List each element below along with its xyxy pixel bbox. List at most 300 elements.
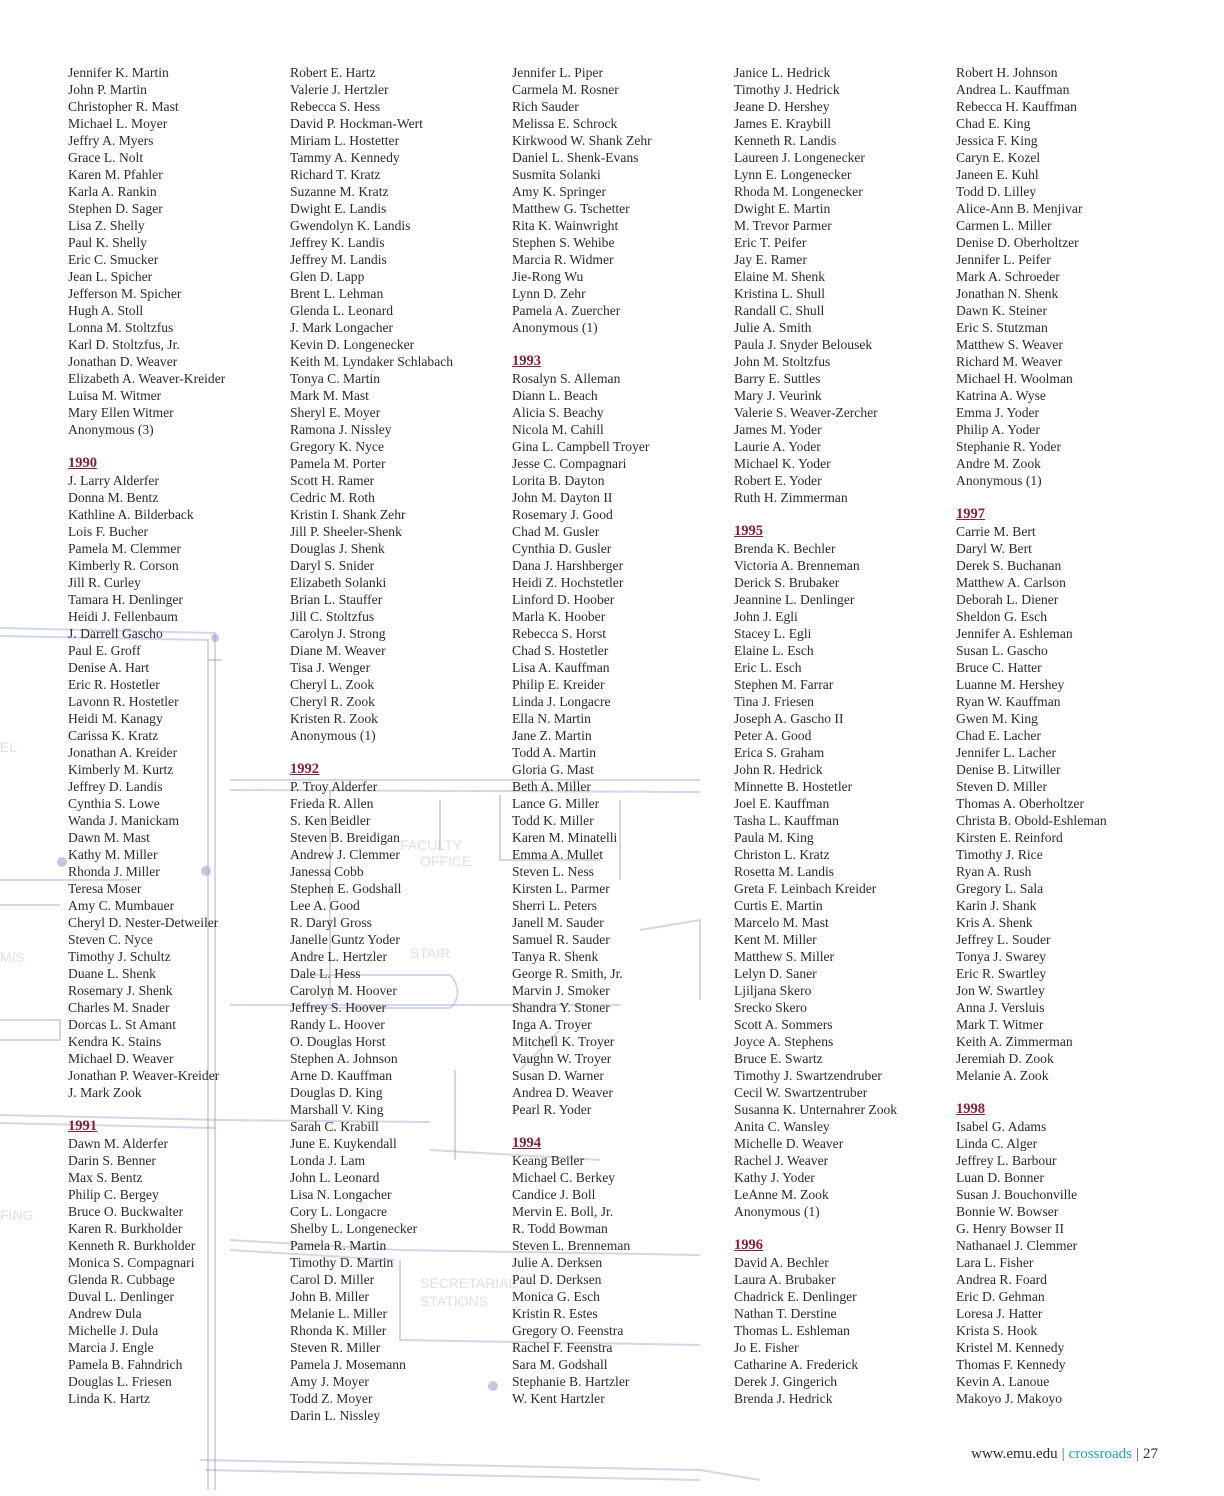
donor-name: Keith A. Zimmerman xyxy=(956,1034,1073,1049)
donor-name: Todd K. Miller xyxy=(512,813,594,828)
donor-name: Jeffrey K. Landis xyxy=(290,235,385,250)
donor-name: Kristina L. Shull xyxy=(734,286,826,301)
donor-name: Laura A. Brubaker xyxy=(734,1272,836,1287)
donor-name: Stephen D. Sager xyxy=(68,201,163,216)
donor-name: Michelle D. Weaver xyxy=(734,1136,844,1151)
donor-name: Diann L. Beach xyxy=(512,388,598,403)
donor-name: Pamela A. Zuercher xyxy=(512,303,621,318)
year-heading: 1991 xyxy=(68,1118,97,1134)
donor-name: Tamara H. Denlinger xyxy=(68,592,183,607)
donor-name: Heidi Z. Hochstetler xyxy=(512,575,624,590)
donor-name: Elizabeth A. Weaver-Kreider xyxy=(68,371,226,386)
donor-name: Richard T. Kratz xyxy=(290,167,381,182)
donor-name: Sara M. Godshall xyxy=(512,1357,608,1372)
donor-name: James E. Kraybill xyxy=(734,116,832,131)
donor-name: Karen R. Burkholder xyxy=(68,1221,183,1236)
donor-name: Glenda R. Cubbage xyxy=(68,1272,175,1287)
donor-name: Mary J. Veurink xyxy=(734,388,822,403)
donor-name: Melanie L. Miller xyxy=(290,1306,388,1321)
donor-name: Heidi J. Fellenbaum xyxy=(68,609,178,624)
names-column-5 xyxy=(956,64,1174,1407)
donor-name: Jeffrey L. Barbour xyxy=(956,1153,1057,1168)
donor-name: Philip C. Bergey xyxy=(68,1187,159,1202)
donor-name: Teresa Moser xyxy=(68,881,142,896)
donor-name: Emma J. Yoder xyxy=(956,405,1040,420)
donor-name: Lisa N. Longacher xyxy=(290,1187,392,1202)
donor-name: Tisa J. Wenger xyxy=(290,660,371,675)
donor-name: Darin L. Nissley xyxy=(290,1408,381,1423)
donor-name: Kimberly M. Kurtz xyxy=(68,762,174,777)
donor-name: Ramona J. Nissley xyxy=(290,422,392,437)
donor-name: Jeane D. Hershey xyxy=(734,99,830,114)
donor-name: Eric R. Swartley xyxy=(956,966,1047,981)
donor-name: Gina L. Campbell Troyer xyxy=(512,439,650,454)
names-column-2 xyxy=(290,64,508,1424)
donor-name: Matthew S. Miller xyxy=(734,949,835,964)
donor-name: David A. Bechler xyxy=(734,1255,829,1270)
donor-name: Pamela M. Clemmer xyxy=(68,541,181,556)
donor-name: Susan D. Warner xyxy=(512,1068,604,1083)
donor-name: Jeffrey D. Landis xyxy=(68,779,163,794)
donor-name: Kathy M. Miller xyxy=(68,847,158,862)
names-column-4 xyxy=(734,64,952,1407)
donor-name: Victoria A. Brenneman xyxy=(734,558,860,573)
year-heading: 1997 xyxy=(956,506,985,522)
donor-name: Christa B. Obold-Eshleman xyxy=(956,813,1107,828)
donor-name: Jonathan A. Kreider xyxy=(68,745,178,760)
names-column-1 xyxy=(68,64,286,1407)
donor-name: Eric S. Stutzman xyxy=(956,320,1048,335)
donor-name: Jeremiah D. Zook xyxy=(956,1051,1054,1066)
donor-name: Laureen J. Longenecker xyxy=(734,150,865,165)
donor-name: Kirsten E. Reinford xyxy=(956,830,1063,845)
donor-name: Cynthia S. Lowe xyxy=(68,796,160,811)
donor-name: Kristel M. Kennedy xyxy=(956,1340,1065,1355)
footer-separator: | xyxy=(1061,1446,1065,1462)
donor-name: Gregory L. Sala xyxy=(956,881,1044,896)
donor-name: Anonymous (1) xyxy=(512,320,598,335)
donor-name: Stephen A. Johnson xyxy=(290,1051,398,1066)
donor-name: Tanya R. Shenk xyxy=(512,949,599,964)
donor-name: John J. Egli xyxy=(734,609,798,624)
svg-text:OFFICE: OFFICE xyxy=(420,853,472,869)
donor-name: Christon L. Kratz xyxy=(734,847,830,862)
donor-name: Gwen M. King xyxy=(956,711,1038,726)
donor-name: Scott A. Sommers xyxy=(734,1017,833,1032)
donor-name: Deborah L. Diener xyxy=(956,592,1059,607)
donor-name: Cynthia D. Gusler xyxy=(512,541,612,556)
donor-name: Jeffrey S. Hoover xyxy=(290,1000,387,1015)
donor-name: Krista S. Hook xyxy=(956,1323,1038,1338)
donor-name: Bruce O. Buckwalter xyxy=(68,1204,184,1219)
donor-name: Sherri L. Peters xyxy=(512,898,597,913)
donor-name: Karen M. Pfahler xyxy=(68,167,163,182)
donor-name: Glenda L. Leonard xyxy=(290,303,394,318)
donor-name: Anonymous (3) xyxy=(68,422,154,437)
donor-name: Bruce C. Hatter xyxy=(956,660,1042,675)
donor-name: Kendra K. Stains xyxy=(68,1034,162,1049)
donor-name: Luisa M. Witmer xyxy=(68,388,162,403)
donor-name: Randy L. Hoover xyxy=(290,1017,385,1032)
donor-name: Jill R. Curley xyxy=(68,575,141,590)
donor-name: Mitchell K. Troyer xyxy=(512,1034,615,1049)
donor-name: Jeannine L. Denlinger xyxy=(734,592,855,607)
donor-name: Rhonda K. Miller xyxy=(290,1323,387,1338)
donor-name: Carmela M. Rosner xyxy=(512,82,619,97)
donor-name: Duane L. Shenk xyxy=(68,966,156,981)
donor-name: Jonathan N. Shenk xyxy=(956,286,1059,301)
donor-name: Jeffrey M. Landis xyxy=(290,252,387,267)
donor-name: Mark M. Mast xyxy=(290,388,369,403)
donor-name: Pamela J. Mosemann xyxy=(290,1357,406,1372)
svg-text:STAIR: STAIR xyxy=(410,945,451,961)
donor-name: Kevin D. Longenecker xyxy=(290,337,415,352)
donor-name: Paul K. Shelly xyxy=(68,235,147,250)
donor-name: Andrew J. Clemmer xyxy=(290,847,400,862)
donor-name: Lance G. Miller xyxy=(512,796,600,811)
svg-text:SECRETARIAL: SECRETARIAL xyxy=(420,1275,517,1291)
footer-separator: | xyxy=(1135,1446,1139,1462)
donor-name: Chad M. Gusler xyxy=(512,524,600,539)
donor-name: Rhoda M. Longenecker xyxy=(734,184,863,199)
donor-name: Brenda K. Bechler xyxy=(734,541,836,556)
donor-name: Sheldon G. Esch xyxy=(956,609,1047,624)
donor-name: Rosalyn S. Alleman xyxy=(512,371,621,386)
donor-name: Kris A. Shenk xyxy=(956,915,1033,930)
donor-name: Lonna M. Stoltzfus xyxy=(68,320,174,335)
donor-name: Andre M. Zook xyxy=(956,456,1041,471)
donor-name: Samuel R. Sauder xyxy=(512,932,610,947)
donor-name: Emma A. Mullet xyxy=(512,847,603,862)
donor-name: Rich Sauder xyxy=(512,99,579,114)
donor-name: June E. Kuykendall xyxy=(290,1136,397,1151)
donor-name: Lelyn D. Saner xyxy=(734,966,817,981)
donor-name: M. Trevor Parmer xyxy=(734,218,832,233)
donor-name: Alicia S. Beachy xyxy=(512,405,604,420)
donor-name: Amy K. Springer xyxy=(512,184,607,199)
donor-name: Jay E. Ramer xyxy=(734,252,807,267)
donor-name: Kathline A. Bilderback xyxy=(68,507,194,522)
donor-name: Timothy D. Martin xyxy=(290,1255,394,1270)
donor-name: Jesse C. Compagnari xyxy=(512,456,627,471)
donor-name: Darin S. Benner xyxy=(68,1153,156,1168)
donor-name: Linda K. Hartz xyxy=(68,1391,150,1406)
donor-name: Tasha L. Kauffman xyxy=(734,813,839,828)
donor-name: Katrina A. Wyse xyxy=(956,388,1046,403)
donor-name: Valerie S. Weaver-Zercher xyxy=(734,405,878,420)
donor-name: Marcelo M. Mast xyxy=(734,915,829,930)
donor-name: Loresa J. Hatter xyxy=(956,1306,1043,1321)
donor-name: Jonathan D. Weaver xyxy=(68,354,178,369)
donor-name: Peter A. Good xyxy=(734,728,812,743)
donor-name: Timothy J. Schultz xyxy=(68,949,171,964)
donor-name: Rosemary J. Good xyxy=(512,507,613,522)
donor-name: Timothy J. Swartzendruber xyxy=(734,1068,882,1083)
year-heading: 1990 xyxy=(68,455,97,471)
donor-name: Anita C. Wansley xyxy=(734,1119,830,1134)
donor-name: Eric T. Peifer xyxy=(734,235,807,250)
donor-name: Candice J. Boll xyxy=(512,1187,596,1202)
donor-name: Cory L. Longacre xyxy=(290,1204,388,1219)
donor-name: Elizabeth Solanki xyxy=(290,575,387,590)
donor-name: Minnette B. Hostetler xyxy=(734,779,853,794)
donor-name: Matthew G. Tschetter xyxy=(512,201,630,216)
donor-name: Randall C. Shull xyxy=(734,303,825,318)
donor-name: Philip E. Kreider xyxy=(512,677,605,692)
donor-name: Vaughn W. Troyer xyxy=(512,1051,612,1066)
donor-name: Luan D. Bonner xyxy=(956,1170,1044,1185)
donor-name: Daniel L. Shenk-Evans xyxy=(512,150,639,165)
donor-name: Bonnie W. Bowser xyxy=(956,1204,1059,1219)
donor-name: Curtis E. Martin xyxy=(734,898,823,913)
page-footer xyxy=(971,1446,1158,1463)
donor-name: Paula J. Snyder Belousek xyxy=(734,337,873,352)
donor-name: Chad S. Hostetler xyxy=(512,643,609,658)
donor-name: G. Henry Bowser II xyxy=(956,1221,1064,1236)
donor-name: Lois F. Bucher xyxy=(68,524,149,539)
donor-name: Jennifer L. Lacher xyxy=(956,745,1057,760)
donor-name: Caryn E. Kozel xyxy=(956,150,1041,165)
donor-name: Douglas D. King xyxy=(290,1085,383,1100)
donor-name: Nathan T. Derstine xyxy=(734,1306,837,1321)
donor-name: Janelle Guntz Yoder xyxy=(290,932,400,947)
donor-name: Dawn K. Steiner xyxy=(956,303,1047,318)
donor-name: Rebecca H. Kauffman xyxy=(956,99,1077,114)
donor-name: Steven L. Brenneman xyxy=(512,1238,631,1253)
donor-name: Kirkwood W. Shank Zehr xyxy=(512,133,652,148)
donor-name: Michael C. Berkey xyxy=(512,1170,616,1185)
donor-name: Michelle J. Dula xyxy=(68,1323,159,1338)
donor-name: Kevin A. Lanoue xyxy=(956,1374,1050,1389)
donor-name: Rachel J. Weaver xyxy=(734,1153,829,1168)
donor-name: Monica S. Compagnari xyxy=(68,1255,195,1270)
donor-name: Andre L. Hertzler xyxy=(290,949,387,964)
donor-name: George R. Smith, Jr. xyxy=(512,966,623,981)
donor-name: Charles M. Snader xyxy=(68,1000,170,1015)
donor-name: Gwendolyn K. Landis xyxy=(290,218,411,233)
donor-name: P. Troy Alderfer xyxy=(290,779,378,794)
donor-name: Inga A. Troyer xyxy=(512,1017,592,1032)
donor-name: Paul E. Groff xyxy=(68,643,141,658)
donor-name: Denise A. Hart xyxy=(68,660,150,675)
donor-name: Kenneth R. Burkholder xyxy=(68,1238,196,1253)
donor-name: Greta F. Leinbach Kreider xyxy=(734,881,877,896)
donor-name: James M. Yoder xyxy=(734,422,822,437)
donor-name: Cecil W. Swartzentruber xyxy=(734,1085,868,1100)
donor-name: Marshall V. King xyxy=(290,1102,384,1117)
donor-name: Linda C. Alger xyxy=(956,1136,1038,1151)
donor-name: Gregory O. Feenstra xyxy=(512,1323,624,1338)
donor-name: Valerie J. Hertzler xyxy=(290,82,389,97)
donor-name: Elaine L. Esch xyxy=(734,643,814,658)
donor-name: Matthew S. Weaver xyxy=(956,337,1063,352)
donor-name: Isabel G. Adams xyxy=(956,1119,1047,1134)
donor-name: John M. Dayton II xyxy=(512,490,613,505)
svg-text:FACULTY: FACULTY xyxy=(400,837,462,853)
donor-name: Cheryl L. Zook xyxy=(290,677,375,692)
donor-name: Dorcas L. St Amant xyxy=(68,1017,176,1032)
donor-name: Catharine A. Frederick xyxy=(734,1357,859,1372)
donor-name: Bruce E. Swartz xyxy=(734,1051,823,1066)
donor-name: Linda J. Longacre xyxy=(512,694,611,709)
donor-name: Lisa Z. Shelly xyxy=(68,218,145,233)
donor-name: John M. Stoltzfus xyxy=(734,354,831,369)
donor-name: Jill C. Stoltzfus xyxy=(290,609,375,624)
donor-name: R. Daryl Gross xyxy=(290,915,372,930)
donor-name: Pamela M. Porter xyxy=(290,456,386,471)
donor-name: Timothy J. Hedrick xyxy=(734,82,840,97)
donor-name: Carolyn J. Strong xyxy=(290,626,386,641)
donor-name: Jeffry A. Myers xyxy=(68,133,154,148)
donor-name: Carrie M. Bert xyxy=(956,524,1036,539)
donor-name: Dawn M. Alderfer xyxy=(68,1136,169,1151)
donor-name: Marcia J. Engle xyxy=(68,1340,154,1355)
donor-name: Jennifer K. Martin xyxy=(68,65,169,80)
donor-name: Michael L. Moyer xyxy=(68,116,168,131)
donor-name: Eric C. Smucker xyxy=(68,252,159,267)
donor-name: Kristin R. Estes xyxy=(512,1306,598,1321)
donor-name: Mark A. Schroeder xyxy=(956,269,1060,284)
donor-name: Cheryl R. Zook xyxy=(290,694,375,709)
donor-name: Derek S. Buchanan xyxy=(956,558,1062,573)
donor-name: Mervin E. Boll, Jr. xyxy=(512,1204,614,1219)
donor-name: Lara L. Fisher xyxy=(956,1255,1034,1270)
donor-name: Christopher R. Mast xyxy=(68,99,179,114)
donor-name: Pamela R. Martin xyxy=(290,1238,387,1253)
donor-name: Robert E. Yoder xyxy=(734,473,822,488)
donor-name: R. Todd Bowman xyxy=(512,1221,608,1236)
donor-name: Mary Ellen Witmer xyxy=(68,405,174,420)
donor-name: Andrea D. Weaver xyxy=(512,1085,613,1100)
donor-name: S. Ken Beidler xyxy=(290,813,371,828)
donor-name: Andrea L. Kauffman xyxy=(956,82,1070,97)
donor-name: Dale L. Hess xyxy=(290,966,361,981)
donor-name: Nicola M. Cahill xyxy=(512,422,604,437)
donor-name: Jon W. Swartley xyxy=(956,983,1045,998)
donor-name: Eric D. Gehman xyxy=(956,1289,1045,1304)
donor-name: Sheryl E. Moyer xyxy=(290,405,381,420)
donor-name: Suzanne M. Kratz xyxy=(290,184,389,199)
year-heading: 1994 xyxy=(512,1135,541,1151)
donor-name: Rhonda J. Miller xyxy=(68,864,160,879)
donor-name: Tina J. Friesen xyxy=(734,694,814,709)
donor-name: Chad E. Lacher xyxy=(956,728,1041,743)
donor-name: Michael D. Weaver xyxy=(68,1051,174,1066)
donor-name: Barry E. Suttles xyxy=(734,371,821,386)
donor-name: Joseph A. Gascho II xyxy=(734,711,844,726)
website-url[interactable]: www.emu.edu xyxy=(971,1446,1058,1462)
donor-name: Nathanael J. Clemmer xyxy=(956,1238,1078,1253)
donor-name: Melissa E. Schrock xyxy=(512,116,618,131)
donor-name: Lorita B. Dayton xyxy=(512,473,605,488)
donor-name: Karla A. Rankin xyxy=(68,184,157,199)
donor-name: Dwight E. Martin xyxy=(734,201,831,216)
donor-name: Julie A. Derksen xyxy=(512,1255,603,1270)
donor-name: Derek J. Gingerich xyxy=(734,1374,838,1389)
donor-name: Robert H. Johnson xyxy=(956,65,1058,80)
donor-name: Carmen L. Miller xyxy=(956,218,1052,233)
donor-name: Jennifer L. Peifer xyxy=(956,252,1051,267)
donor-name: Laurie A. Yoder xyxy=(734,439,821,454)
donor-name: Heidi M. Kanagy xyxy=(68,711,163,726)
donor-name: Pamela B. Fahndrich xyxy=(68,1357,183,1372)
donor-name: Anonymous (1) xyxy=(734,1204,820,1219)
svg-text:EL: EL xyxy=(0,739,18,755)
donor-name: Carissa K. Kratz xyxy=(68,728,159,743)
donor-name: J. Darrell Gascho xyxy=(68,626,163,641)
donor-name: J. Mark Longacher xyxy=(290,320,394,335)
donor-name: Cedric M. Roth xyxy=(290,490,375,505)
svg-text:FING: FING xyxy=(0,1207,34,1223)
svg-text:STATIONS: STATIONS xyxy=(420,1293,488,1309)
donor-name: Marcia R. Widmer xyxy=(512,252,614,267)
donor-name: Luanne M. Hershey xyxy=(956,677,1065,692)
donor-name: Robert E. Hartz xyxy=(290,65,376,80)
donor-name: Elaine M. Shenk xyxy=(734,269,825,284)
donor-name: Susanna K. Unternahrer Zook xyxy=(734,1102,898,1117)
donor-name: Lynn E. Longenecker xyxy=(734,167,852,182)
donor-name: Matthew A. Carlson xyxy=(956,575,1066,590)
donor-name: Todd A. Martin xyxy=(512,745,597,760)
donor-name: Cheryl D. Nester-Detweiler xyxy=(68,915,219,930)
donor-name: Lynn D. Zehr xyxy=(512,286,586,301)
donor-name: Kenneth R. Landis xyxy=(734,133,837,148)
donor-name: Miriam L. Hostetter xyxy=(290,133,400,148)
donor-name: Lee A. Good xyxy=(290,898,360,913)
donor-name: Gloria G. Mast xyxy=(512,762,594,777)
donor-name: Rosemary J. Shenk xyxy=(68,983,173,998)
donor-name: Amy J. Moyer xyxy=(290,1374,369,1389)
donor-name: Londa J. Lam xyxy=(290,1153,366,1168)
donor-name: Paula M. King xyxy=(734,830,814,845)
donor-name: Alice-Ann B. Menjivar xyxy=(956,201,1083,216)
donor-name: Jie-Rong Wu xyxy=(512,269,584,284)
donor-name: Karen M. Minatelli xyxy=(512,830,618,845)
donor-name: Lisa A. Kauffman xyxy=(512,660,610,675)
donor-name: Marla K. Hoober xyxy=(512,609,606,624)
donor-name: Steven L. Ness xyxy=(512,864,594,879)
donor-name: Jessica F. King xyxy=(956,133,1038,148)
donor-name: Stephen M. Farrar xyxy=(734,677,834,692)
year-heading: 1998 xyxy=(956,1101,985,1117)
donor-name: Tammy A. Kennedy xyxy=(290,150,400,165)
donor-name: Susmita Solanki xyxy=(512,167,601,182)
donor-name: Rebecca S. Hess xyxy=(290,99,381,114)
donor-name: Diane M. Weaver xyxy=(290,643,386,658)
donor-name: Shandra Y. Stoner xyxy=(512,1000,610,1015)
donor-name: W. Kent Hartzler xyxy=(512,1391,605,1406)
donor-name: Monica G. Esch xyxy=(512,1289,600,1304)
donor-name: Carol D. Miller xyxy=(290,1272,375,1287)
donor-name: Kathy J. Yoder xyxy=(734,1170,815,1185)
donor-name: Andrea R. Foard xyxy=(956,1272,1047,1287)
donor-name: Ryan W. Kauffman xyxy=(956,694,1061,709)
donor-name: Kimberly R. Corson xyxy=(68,558,179,573)
donor-name: Duval L. Denlinger xyxy=(68,1289,175,1304)
donor-name: Brent L. Lehman xyxy=(290,286,384,301)
donor-name: Jonathan P. Weaver-Kreider xyxy=(68,1068,220,1083)
donor-name: Jennifer A. Eshleman xyxy=(956,626,1073,641)
donor-name: Tonya J. Swarey xyxy=(956,949,1047,964)
donor-name: John P. Martin xyxy=(68,82,147,97)
donor-name: Makoyo J. Makoyo xyxy=(956,1391,1063,1406)
donor-name: Linford D. Hoober xyxy=(512,592,615,607)
donor-name: Janell M. Sauder xyxy=(512,915,604,930)
donor-name: Mark T. Witmer xyxy=(956,1017,1044,1032)
donor-name: Grace L. Nolt xyxy=(68,150,144,165)
donor-name: John B. Miller xyxy=(290,1289,369,1304)
donor-name: LeAnne M. Zook xyxy=(734,1187,829,1202)
